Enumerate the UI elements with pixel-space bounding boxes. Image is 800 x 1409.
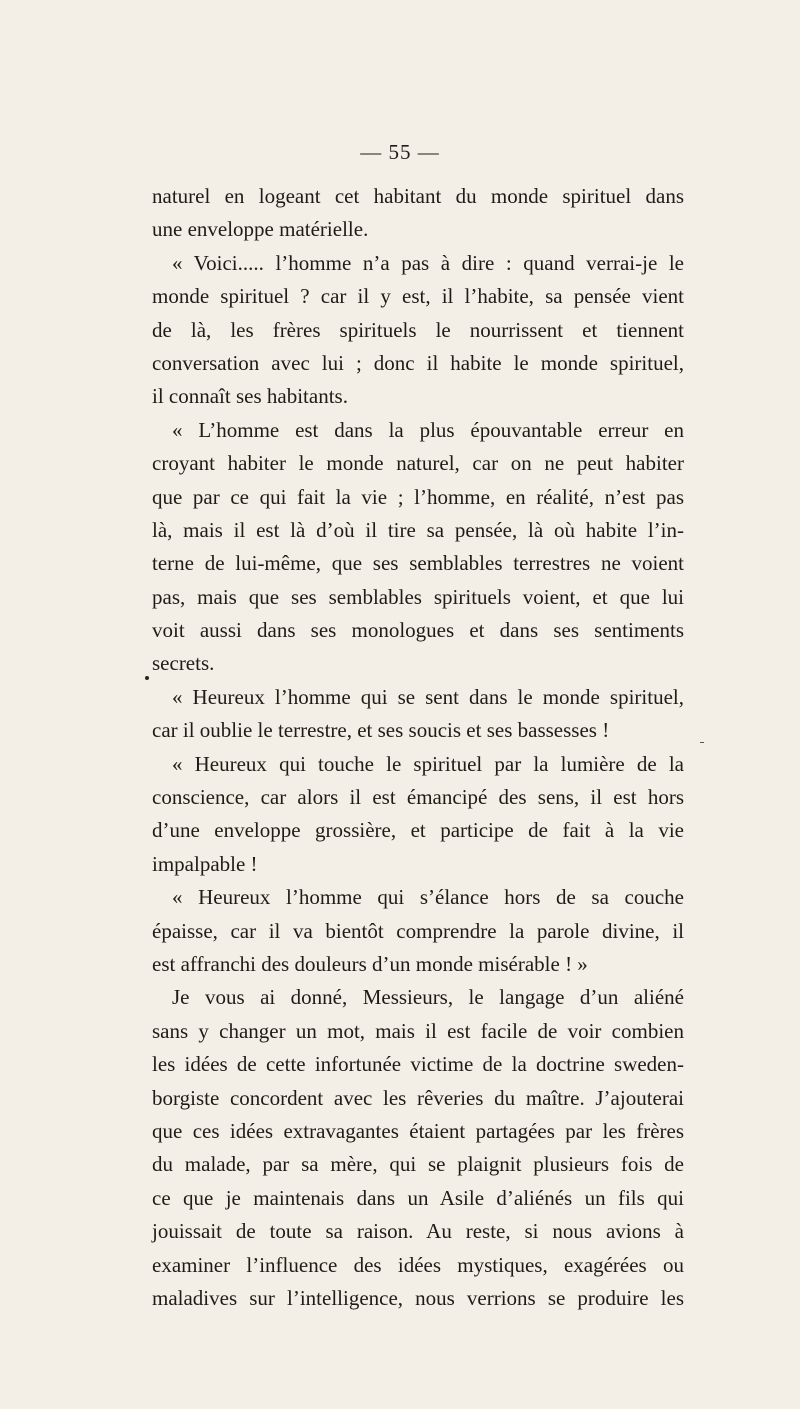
text-line: car il oublie le terrestre, et ses soucis et ses bassesses !	[152, 718, 610, 743]
text-line: terne de lui-même, que ses semblables terrestres ne voient	[152, 551, 684, 576]
text-line: sans y changer un mot, mais il est facile de voir combien	[152, 1018, 684, 1043]
text-line: les idées de cette infortunée victime de la doctrine sweden-	[152, 1052, 684, 1077]
text-line: impalpable !	[152, 851, 258, 876]
text-line: jouissait de toute sa raison. Au reste, si nous avions à	[152, 1219, 684, 1244]
text-line: « Voici..... l’homme n’a pas à dire : quand verrai-je le	[172, 250, 684, 275]
text-line: « Heureux l’homme qui se sent dans le monde spirituel,	[172, 684, 684, 709]
text-line: maladives sur l’intelligence, nous verrions se produire les	[152, 1285, 684, 1310]
text-line: ce que je maintenais dans un Asile d’aliénés un fils qui	[152, 1185, 684, 1210]
text-line: « Heureux qui touche le spirituel par la lumière de la	[172, 751, 684, 776]
text-line: pas, mais que ses semblables spirituels voient, et que lui	[152, 584, 684, 609]
text-line: examiner l’influence des idées mystiques, exagérées ou	[152, 1252, 684, 1277]
text-line: naturel en logeant cet habitant du monde spirituel dans	[152, 184, 684, 208]
text-line: une enveloppe matérielle.	[152, 217, 369, 242]
text-line: que par ce qui fait la vie ; l’homme, en réalité, n’est pas	[152, 484, 684, 509]
text-line: monde spirituel ? car il y est, il l’habite, sa pensée vient	[152, 284, 684, 309]
text-line: Je vous ai donné, Messieurs, le langage d’un aliéné	[172, 985, 684, 1010]
body-text	[152, 180, 684, 1315]
ink-speck	[145, 676, 149, 680]
text-line: voit aussi dans ses monologues et dans ses sentiments	[152, 618, 684, 643]
text-line: il connaît ses habitants.	[152, 384, 348, 409]
text-line: que ces idées extravagantes étaient partagées par les frères	[152, 1118, 684, 1143]
margin-mark	[700, 742, 704, 743]
text-line: là, mais il est là d’où il tire sa pensée, là où habite l’in-	[152, 517, 684, 542]
text-line: d’une enveloppe grossière, et participe de fait à la vie	[152, 818, 684, 843]
text-line: épaisse, car il va bientôt comprendre la parole divine, il	[152, 918, 684, 943]
text-line: « Heureux l’homme qui s’élance hors de sa couche	[172, 885, 684, 910]
text-line: du malade, par sa mère, qui se plaignit plusieurs fois de	[152, 1152, 684, 1177]
text-line: est affranchi des douleurs d’un monde misérable ! »	[152, 951, 588, 976]
text-line: borgiste concordent avec les rêveries du maître. J’ajouterai	[152, 1085, 684, 1110]
text-line: secrets.	[152, 651, 215, 676]
text-line: de là, les frères spirituels le nourrissent et tiennent	[152, 317, 684, 342]
text-line: conscience, car alors il est émancipé des sens, il est hors	[152, 785, 684, 810]
text-line: croyant habiter le monde naturel, car on ne peut habiter	[152, 451, 684, 476]
page-number: — 55 —	[360, 140, 440, 164]
text-line: conversation avec lui ; donc il habite le monde spirituel,	[152, 350, 684, 375]
text-line: « L’homme est dans la plus épouvantable erreur en	[172, 417, 684, 442]
